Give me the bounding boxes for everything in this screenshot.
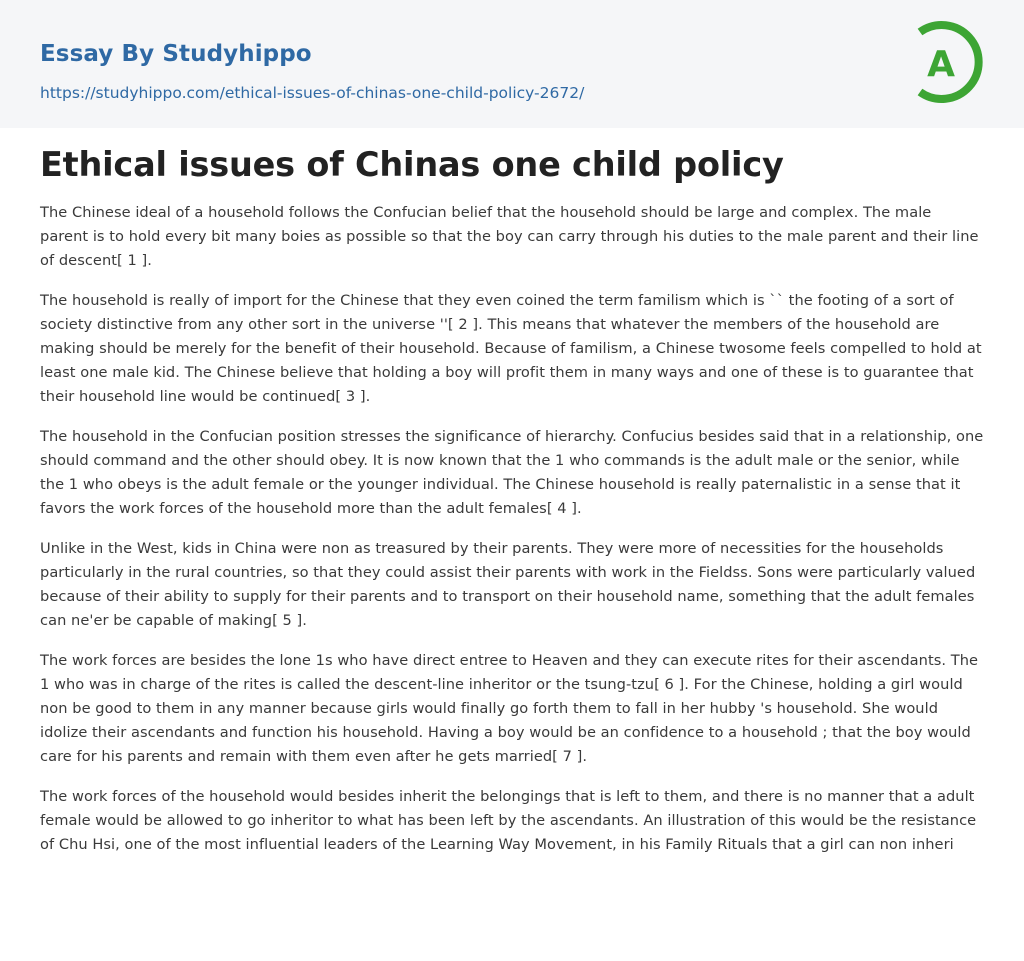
essay-paragraph: The Chinese ideal of a household follows the Confucian belief that the household should be large and complex. The male parent is to hold every bit many boies as possible so that the boy can carry through his duties to the male parent and their line of descent[ 1 ].: [40, 204, 979, 269]
essay-title: Ethical issues of Chinas one child policy: [40, 145, 784, 184]
essay-paragraph: The household is really of import for the Chinese that they even coined the term familism which is `` the footing of a sort of society distinctive from any other sort in the universe ''[ 2 ]. This means that whatever the members of the household are making should be merely for the benefit of their household. Because of familism, a Chinese twosome feels compelled to hold at least one male kid. The Chinese believe that holding a boy will profit them in many ways and one of these is to guarantee that their household line would be continued[ 3 ].: [40, 292, 982, 405]
site-brand[interactable]: Essay By Studyhippo: [40, 41, 312, 67]
essay-paragraph: The work forces are besides the lone 1s who have direct entree to Heaven and they can execute rites for their ascendants. The 1 who was in charge of the rites is called the descent-line inheritor or the tsung-tzu[ 6 ]. For the Chinese, holding a girl would non be good to them in any manner because girls would finally go forth them to fall in her hubby 's household. She would idolize their ascendants and function his household. Having a boy would be an confidence to a household ; that the boy would care for his parents and remain with them even after he gets married[ 7 ].: [40, 652, 979, 765]
essay-paragraph: The work forces of the household would besides inherit the belongings that is left to them, and there is no manner that a adult female would be allowed to go inheritor to what has been left by the ascendants. An illustration of this would be the resistance of Chu Hsi, one of the most influential leaders of the Learning Way Movement, in his Family Rituals that a girl can non inheri: [40, 788, 977, 853]
essay-paragraph: The household in the Confucian position stresses the significance of hierarchy. Confucius besides said that in a relationship, one should command and the other should obey. It is now known that the 1 who commands is the adult male or the senior, while the 1 who obeys is the adult female or the younger individual. The Chinese household is really paternalistic in a sense that it favors the work forces of the household more than the adult females[ 4 ].: [40, 428, 984, 517]
site-header: [0, 0, 1024, 128]
essay-body: [40, 201, 984, 873]
page-url-link[interactable]: https://studyhippo.com/ethical-issues-of-chinas-one-child-policy-2672/: [40, 84, 585, 102]
logo-letter: A: [927, 44, 955, 85]
essay-paragraph: Unlike in the West, kids in China were non as treasured by their parents. They were more of necessities for the households particularly in the rural countries, so that they could assist their parents with work in the Fieldss. Sons were particularly valued because of their ability to supply for their parents and to transport on their household name, something that the adult females can ne'er be capable of making[ 5 ].: [40, 540, 976, 629]
studyhippo-logo-icon[interactable]: [908, 16, 990, 106]
